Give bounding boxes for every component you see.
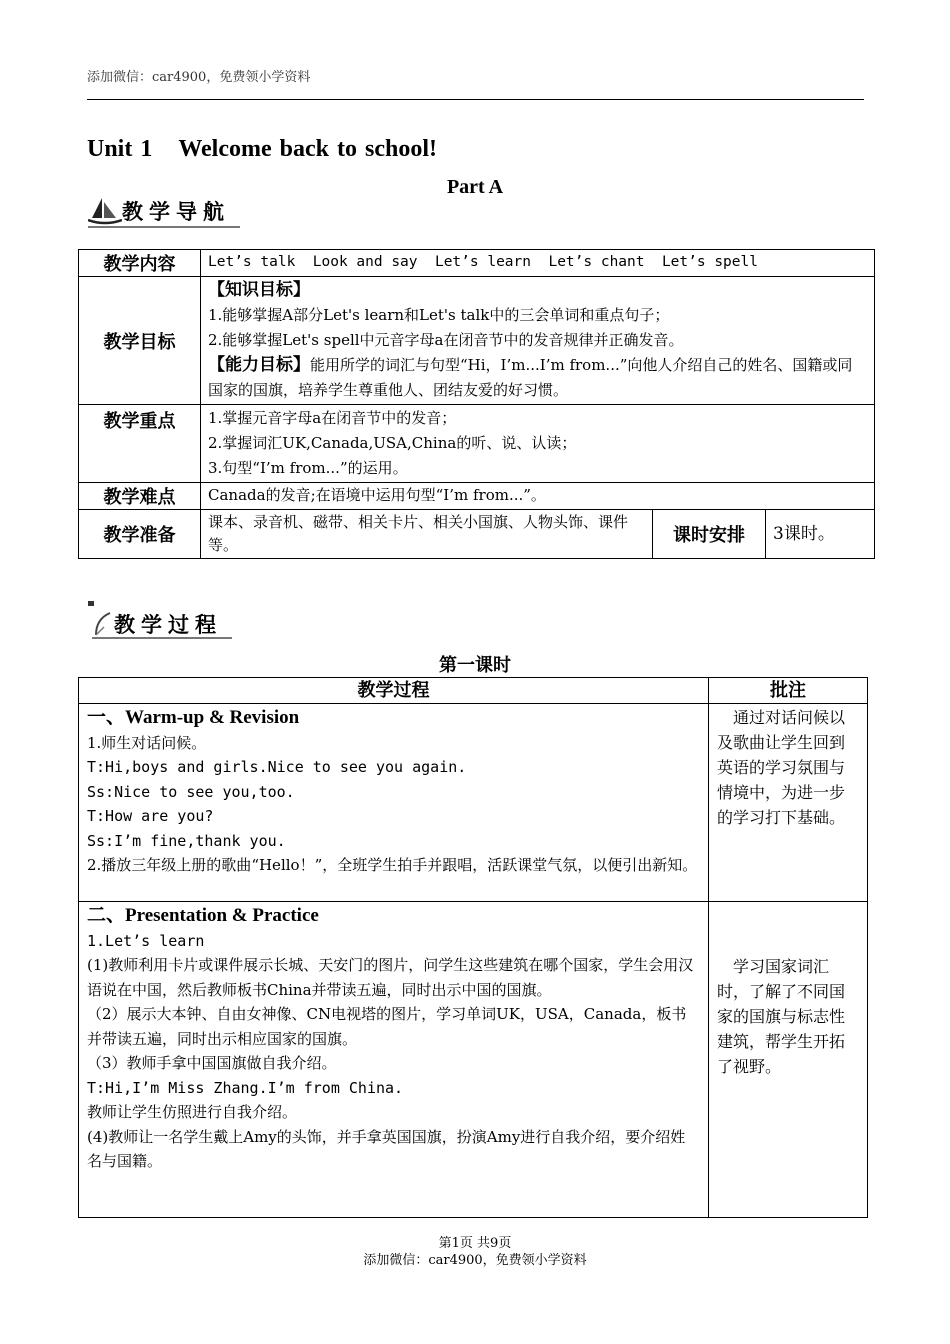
decor-mark <box>88 601 94 606</box>
section2-line: 教师让学生仿照进行自我介绍。 <box>87 1103 298 1121</box>
section1-line: Ss:I’m fine,thank you. <box>87 831 286 850</box>
process-banner-underline <box>92 637 232 639</box>
key-points-label: 教学重点 <box>79 405 201 483</box>
goals-value <box>201 277 875 405</box>
unit-title <box>87 136 437 163</box>
preparation-value: 课本、录音机、磁带、相关卡片、相关小国旗、人物头饰、课件等。 <box>201 510 653 559</box>
section2-line: (4)教师让一名学生戴上Amy的头饰，并手拿英国国旗，扮演Amy进行自我介绍，要介绍姓名与国籍。 <box>87 1127 686 1170</box>
section1-line: T:How are you? <box>87 807 214 825</box>
section1-title: 一、Warm-up & Revision <box>87 706 300 728</box>
unit-number: Unit 1 <box>87 136 153 162</box>
process-banner <box>92 609 222 639</box>
preparation-label: 教学准备 <box>79 510 201 559</box>
nav-banner-underline <box>88 226 240 228</box>
header-note: 添加微信：car4900，免费领小学资料 <box>87 70 311 85</box>
ability-goal-heading: 【能力目标】 <box>208 355 310 375</box>
content-value: Let’s talk Look and say Let’s learn Let’s chant Let’s spell <box>201 250 875 277</box>
content-row <box>79 250 875 277</box>
section2-title: 二、Presentation & Practice <box>87 904 319 926</box>
knowledge-goal-2: 2.能够掌握Let's spell中元音字母a在闭音节中的发音规律并正确发音。 <box>208 331 684 349</box>
difficulty-label: 教学难点 <box>79 483 201 510</box>
section1-note: 通过对话问候以及歌曲让学生回到英语的学习氛围与情境中，为进一步的学习打下基础。 <box>709 704 868 902</box>
teaching-plan-table <box>78 249 875 559</box>
goals-label: 教学目标 <box>79 277 201 405</box>
difficulty-row <box>79 483 875 510</box>
goals-row <box>79 277 875 405</box>
schedule-value: 3课时。 <box>766 510 875 559</box>
feather-icon <box>92 611 114 637</box>
section2-line: (1)教师利用卡片或课件展示长城、天安门的图片，问学生这些建筑在哪个国家，学生会用汉语说在中国，然后教师板书China并带读五遍，同时出示中国的国旗。 <box>87 956 694 999</box>
section1-line: 1.师生对话问候。 <box>87 733 207 752</box>
nav-banner <box>88 196 230 226</box>
section2-line: 1.Let’s learn <box>87 931 205 950</box>
process-column-header: 教学过程 <box>79 678 709 704</box>
section2-line: （3）教师手拿中国国旗做自我介绍。 <box>87 1054 337 1072</box>
section2-line: T:Hi,I’m Miss Zhang.I’m from China. <box>87 1078 404 1097</box>
ability-goal-text: 能用所学的词汇与句型“Hi，I’m...I’m from...”向他人介绍自己的姓名、国籍或同国家的国旗，培养学生尊重他人、团结友爱的好习惯。 <box>208 356 853 399</box>
section-row <box>79 902 868 1218</box>
ability-goal <box>208 353 867 403</box>
preparation-row <box>79 510 875 559</box>
part-title: Part A <box>446 176 504 198</box>
section2-content <box>79 902 709 1218</box>
nav-banner-label: 教学导航 <box>122 200 230 224</box>
section2-note: 学习国家词汇时，了解了不同国家的国旗与标志性建筑，帮学生开拓了视野。 <box>709 902 868 1218</box>
section1-line: T:Hi,boys and girls.Nice to see you again. <box>87 758 467 776</box>
knowledge-goal-1: 1.能够掌握A部分Let's learn和Let's talk中的三会单词和重点句子； <box>208 306 670 324</box>
section-row <box>79 704 868 902</box>
schedule-label: 课时安排 <box>653 510 766 559</box>
content-label: 教学内容 <box>79 250 201 277</box>
lesson-header-row <box>79 678 868 704</box>
note-column-header: 批注 <box>709 678 868 704</box>
section2-line: （2）展示大本钟、自由女神像、CN电视塔的图片，学习单词UK，USA，Canada，板书并带读五遍，同时出示相应国家的国旗。 <box>87 1005 687 1048</box>
key-points-value <box>201 405 875 483</box>
page-number: 第1页 共9页 <box>438 1236 512 1251</box>
key-point-item: 3.句型“I’m from...”的运用。 <box>208 459 408 477</box>
process-banner-label: 教学过程 <box>114 613 222 637</box>
sailboat-icon <box>88 196 122 226</box>
unit-name: Welcome back to school! <box>178 136 437 162</box>
section1-line: Ss:Nice to see you,too. <box>87 782 295 801</box>
knowledge-goal-heading: 【知识目标】 <box>208 280 310 300</box>
lesson-table <box>78 677 868 1218</box>
difficulty-value: Canada的发音;在语境中运用句型“I’m from...”。 <box>201 483 875 510</box>
lesson-title: 第一课时 <box>439 655 511 676</box>
key-point-item: 1.掌握元音字母a在闭音节中的发音； <box>208 409 457 427</box>
footer-note: 添加微信：car4900，免费领小学资料 <box>363 1253 587 1268</box>
key-point-item: 2.掌握词汇UK,Canada,USA,China的听、说、认读； <box>208 434 577 452</box>
header-divider <box>87 99 864 100</box>
key-points-row <box>79 405 875 483</box>
section1-line: 2.播放三年级上册的歌曲“Hello！”，全班学生拍手并跟唱，活跃课堂气氛，以便引出新知。 <box>87 856 698 874</box>
section1-content <box>79 704 709 902</box>
